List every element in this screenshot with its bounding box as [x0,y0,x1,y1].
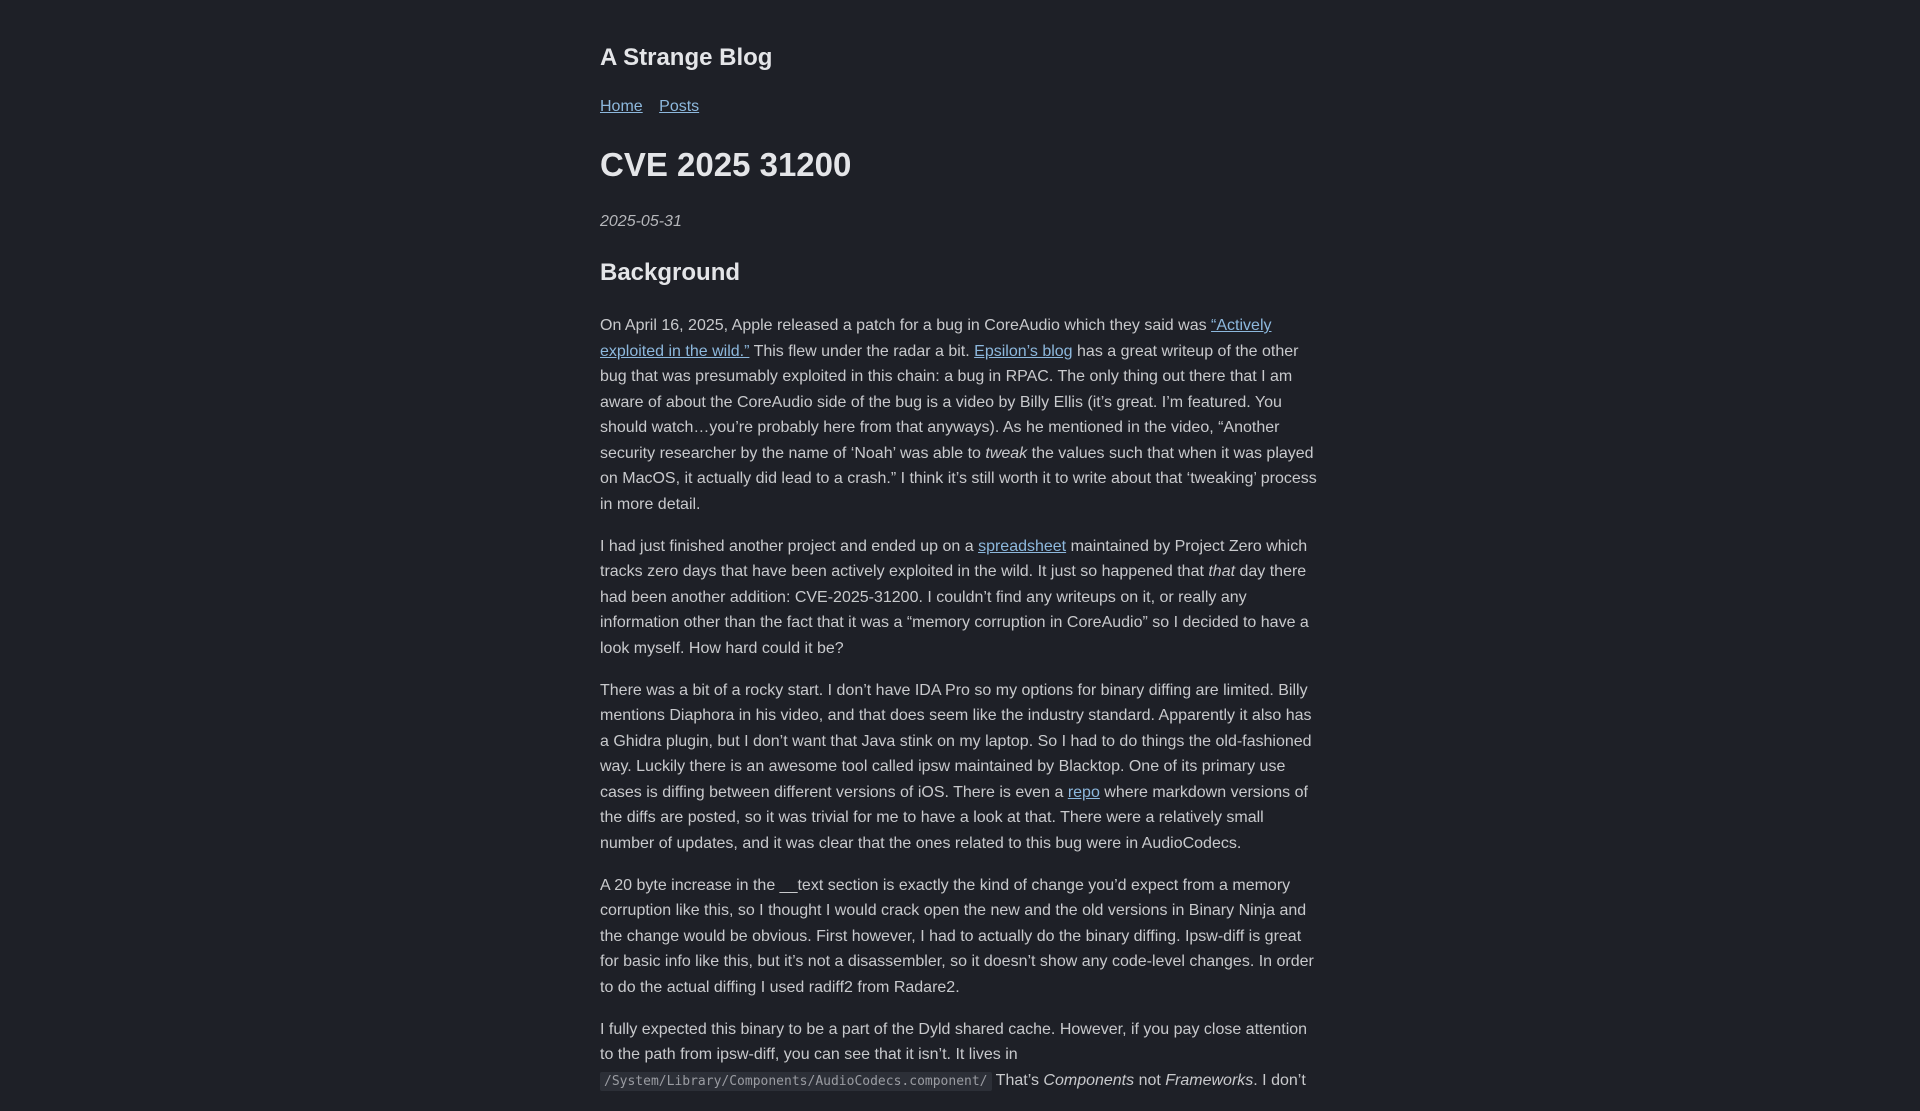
post-title: CVE 2025 31200 [600,146,852,183]
text-span: the values such that when it was played on MacOS, it actually did lead to a crash.” I think it’s still worth it to write about that ‘tweaking’ process in more detail. [600,444,1317,513]
paragraph-5 [600,1017,1320,1095]
text-span: has a great writeup of the other bug that was presumably exploited in this chain: a bug in RPAC. The only thing out there that I am aware of about the CoreAudio side of the bug is a video by Billy Ellis (it’s great. I’m featured. You should watch…you’re probably here from that anyways). As he mentioned in the video, “Another security researcher by the name of ‘Noah’ was able to [600,342,1299,462]
text-span: A 20 byte increase in the __text section is exactly the kind of change you’d expect from a memory corruption like this, so I thought I would crack open the new and the old versions in Binary Ninja and the change would be obvious. First however, I had to actually do the binary diffing. Ipsw-diff is great for basic info like this, but it’s not a disassembler, so it doesn’t show any code-level changes. In order to do the actual diffing I used radiff2 from Radare2. [600,876,1314,996]
text-span: I had just finished another project and ended up on a [600,537,979,555]
paragraph-4 [600,873,1320,1001]
text-span: I fully expected this binary to be a part of the Dyld shared cache. However, if you pay close attention to the path from ipsw-diff, you can see that it isn’t. It lives in [600,1020,1308,1063]
actively-exploited-link[interactable]: “Actively exploited in the wild.” [600,317,1272,360]
text-span: maintained by Project Zero which tracks zero days that have been actively exploited in the wild. It just so happened that [600,537,1308,580]
text-span: where markdown versions of the diffs are posted, so it was trivial for me to have a look at that. There were a relatively small number of updates, and it was clear that the ones related to this bug were in AudioCodecs. [600,783,1308,852]
emphasis-frameworks: Frameworks [1165,1071,1254,1089]
text-span: That’s [991,1071,1044,1089]
repo-link[interactable]: repo [1067,783,1100,801]
post-date: 2025-05-31 [600,213,682,230]
text-span: not [1134,1071,1166,1089]
text-span: On April 16, 2025, Apple released a patch for a bug in CoreAudio which they said was [600,317,1212,334]
text-span: This flew under the radar a bit. [749,342,975,360]
epsilon-blog-link[interactable]: Epsilon’s blog [974,342,1073,360]
text-span: day there had been another addition: CVE-2025-31200. I couldn’t find any writeups on it, or really any information other than the fact that it was a “memory corruption in CoreAudio” so I decided to have a look myself. How hard could it be? [600,563,1309,657]
paragraph-1 [600,313,1320,517]
emphasis-that: that [1208,563,1236,580]
text-span: There was a bit of a rocky start. I don’t have IDA Pro so my options for binary diffing are limited. Billy mentions Diaphora in his video, and that does seem like the industry standard. Apparently it also has a Ghidra plugin, but I don’t want that Java stink on my laptop. So I had to do things the old-fashioned way. Luckily there is an awesome tool called ipsw maintained by Blacktop. One of its primary use cases is diffing between different versions of iOS. There is even a [600,681,1312,801]
nav-posts-link[interactable]: Posts [659,98,700,115]
spreadsheet-link[interactable]: spreadsheet [978,537,1067,555]
section-heading-background: Background [600,259,741,286]
inline-code-path: /System/Library/Components/AudioCodecs.component/ [600,1072,992,1091]
site-title[interactable]: A Strange Blog [600,44,773,71]
site-nav [600,97,711,117]
emphasis-components: Components [1043,1071,1135,1089]
paragraph-3 [600,678,1320,857]
text-span: . I don’t [1253,1071,1306,1089]
paragraph-2 [600,534,1320,662]
emphasis-tweak: tweak [985,444,1028,462]
post-body [600,313,1320,1111]
nav-home-link[interactable]: Home [600,98,643,115]
